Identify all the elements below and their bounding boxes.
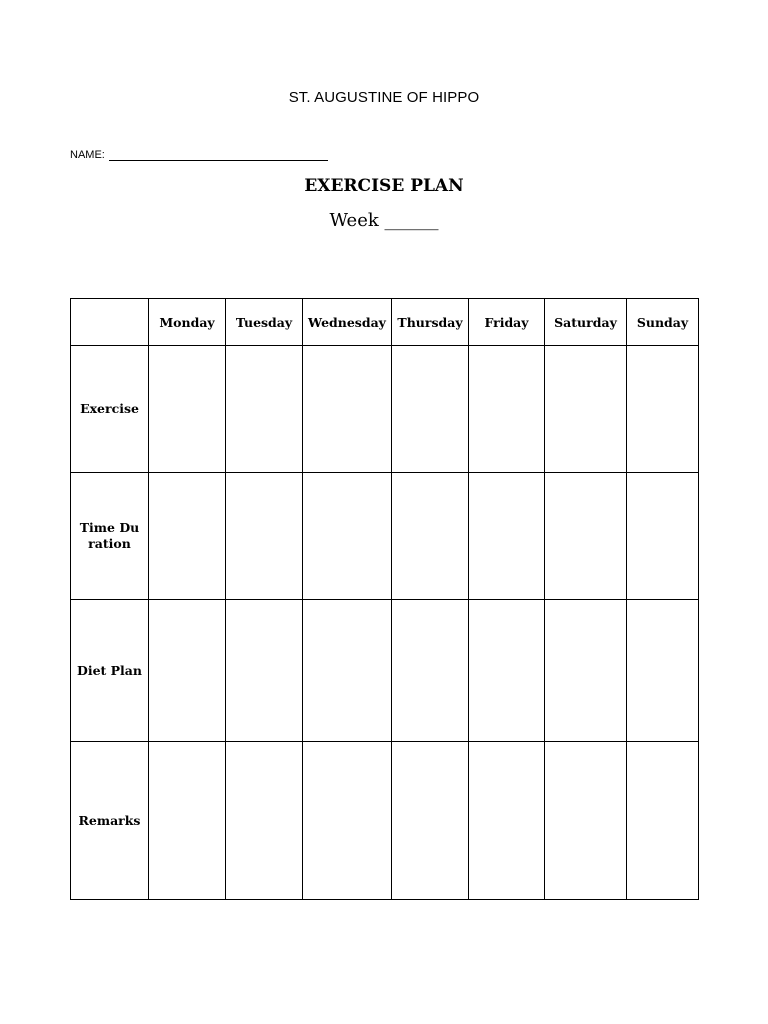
cell-time-saturday[interactable] (545, 473, 627, 600)
table-row-remarks (71, 742, 699, 900)
cell-exercise-saturday[interactable] (545, 346, 627, 473)
cell-diet-saturday[interactable] (545, 600, 627, 742)
day-header-sunday: Sunday (627, 299, 699, 346)
exercise-plan-table (70, 298, 699, 900)
table-row-exercise (71, 346, 699, 473)
name-blank-line[interactable] (109, 148, 328, 161)
cell-exercise-sunday[interactable] (627, 346, 699, 473)
row-label-remarks: Remarks (71, 742, 149, 900)
name-field-row (70, 148, 328, 161)
cell-diet-wednesday[interactable] (303, 600, 392, 742)
cell-time-monday[interactable] (149, 473, 226, 600)
cell-remarks-saturday[interactable] (545, 742, 627, 900)
table-row-time-duration (71, 473, 699, 600)
cell-diet-tuesday[interactable] (226, 600, 303, 742)
cell-time-friday[interactable] (469, 473, 545, 600)
cell-exercise-thursday[interactable] (392, 346, 469, 473)
row-label-time-duration: Time Duration (71, 473, 149, 600)
name-label: NAME: (70, 149, 105, 161)
cell-exercise-wednesday[interactable] (303, 346, 392, 473)
week-label: Week ______ (329, 210, 439, 231)
cell-remarks-sunday[interactable] (627, 742, 699, 900)
day-header-wednesday: Wednesday (303, 299, 392, 346)
cell-diet-sunday[interactable] (627, 600, 699, 742)
cell-time-sunday[interactable] (627, 473, 699, 600)
day-header-friday: Friday (469, 299, 545, 346)
table-header-row (71, 299, 699, 346)
cell-diet-thursday[interactable] (392, 600, 469, 742)
row-label-diet-plan: Diet Plan (71, 600, 149, 742)
day-header-thursday: Thursday (392, 299, 469, 346)
cell-time-wednesday[interactable] (303, 473, 392, 600)
cell-diet-friday[interactable] (469, 600, 545, 742)
cell-remarks-thursday[interactable] (392, 742, 469, 900)
day-header-saturday: Saturday (545, 299, 627, 346)
cell-time-tuesday[interactable] (226, 473, 303, 600)
cell-diet-monday[interactable] (149, 600, 226, 742)
table-row-diet-plan (71, 600, 699, 742)
cell-remarks-tuesday[interactable] (226, 742, 303, 900)
cell-exercise-monday[interactable] (149, 346, 226, 473)
corner-cell (71, 299, 149, 346)
cell-exercise-tuesday[interactable] (226, 346, 303, 473)
school-name: ST. AUGUSTINE OF HIPPO (288, 89, 480, 106)
cell-remarks-friday[interactable] (469, 742, 545, 900)
page-title: EXERCISE PLAN (304, 176, 464, 196)
cell-exercise-friday[interactable] (469, 346, 545, 473)
cell-remarks-wednesday[interactable] (303, 742, 392, 900)
cell-remarks-monday[interactable] (149, 742, 226, 900)
cell-time-thursday[interactable] (392, 473, 469, 600)
row-label-exercise: Exercise (71, 346, 149, 473)
day-header-monday: Monday (149, 299, 226, 346)
day-header-tuesday: Tuesday (226, 299, 303, 346)
